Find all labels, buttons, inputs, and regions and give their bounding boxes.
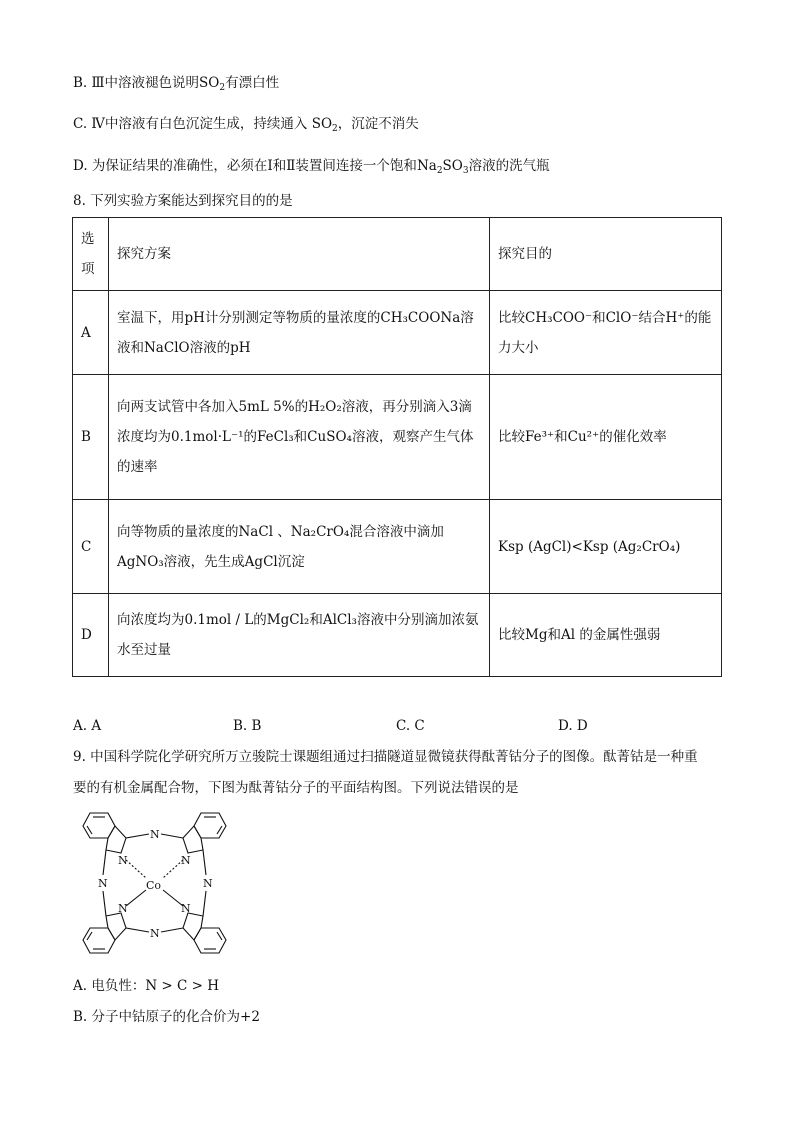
row-plan: 室温下，用pH计分别测定等物质的量浓度的CH₃COONa溶液和NaClO溶液的pH [109, 291, 490, 375]
table-row [73, 291, 722, 375]
svg-text:N: N [150, 828, 160, 841]
svg-text:N: N [118, 854, 128, 867]
row-label: D [73, 594, 109, 677]
row-plan: 向等物质的量浓度的NaCl 、Na₂CrO₄混合溶液中滴加AgNO₃溶液，先生成AgCl沉淀 [109, 500, 490, 594]
row-label: B [73, 375, 109, 500]
header-goal: 探究目的 [490, 218, 722, 291]
answer-b: B. B [233, 718, 262, 734]
answer-c: C. C [396, 718, 425, 734]
question-9-option-b: B. 分子中钴原子的化合价为+2 [73, 1009, 260, 1025]
svg-text:N: N [181, 854, 191, 867]
cobalt-label: Co [146, 879, 162, 892]
option-c-line: C. Ⅳ中溶液有白色沉淀生成，持续通入 $SO_2$，沉淀不消失 [73, 116, 419, 134]
question-8-stem: 8. 下列实验方案能达到探究目的的是 [73, 193, 293, 209]
table-row [73, 375, 722, 500]
cobalt-phthalocyanine-structure [73, 808, 243, 963]
svg-text:N: N [118, 902, 128, 915]
experiment-table [72, 217, 722, 677]
row-plan: 向两支试管中各加入5mL 5%的H₂O₂溶液，再分别滴入3滴浓度均为0.1mol·L⁻¹的FeCl₃和CuSO₄溶液，观察产生气体的速率 [109, 375, 490, 500]
option-b-line: B. Ⅲ中溶液褪色说明$SO_2$有漂白性 [73, 75, 280, 93]
row-goal: 比较Fe³⁺和Cu²⁺的催化效率 [490, 375, 722, 500]
question-9-option-a: A. 电负性：N > C > H [73, 978, 220, 994]
svg-text:N: N [203, 877, 213, 890]
row-goal: Ksp (AgCl)<Ksp (Ag₂CrO₄) [490, 500, 722, 594]
answer-d: D. D [558, 718, 588, 734]
table-row [73, 500, 722, 594]
header-option: 选项 [73, 218, 109, 291]
row-plan: 向浓度均为0.1mol / L的MgCl₂和AlCl₃溶液中分别滴加浓氨水至过量 [109, 594, 490, 677]
svg-text:N: N [98, 877, 108, 890]
table-row [73, 594, 722, 677]
svg-text:N: N [150, 927, 160, 940]
table-header-row [73, 218, 722, 291]
row-goal: 比较CH₃COO⁻和ClO⁻结合H⁺的能力大小 [490, 291, 722, 375]
option-d-line: D. 为保证结果的准确性，必须在Ⅰ和Ⅱ装置间连接一个饱和$Na_2SO_3$溶液的洗气瓶 [73, 158, 550, 176]
header-plan: 探究方案 [109, 218, 490, 291]
row-goal: 比较Mg和Al 的金属性强弱 [490, 594, 722, 677]
question-9-line-2: 要的有机金属配合物，下图为酞菁钴分子的平面结构图。下列说法错误的是 [73, 780, 519, 796]
svg-text:N: N [181, 902, 191, 915]
question-9-line-1: 9. 中国科学院化学研究所万立骏院士课题组通过扫描隧道显微镜获得酞菁钴分子的图像。酞菁钴是一种重 [73, 749, 698, 765]
answer-a: A. A [73, 718, 102, 734]
row-label: C [73, 500, 109, 594]
row-label: A [73, 291, 109, 375]
